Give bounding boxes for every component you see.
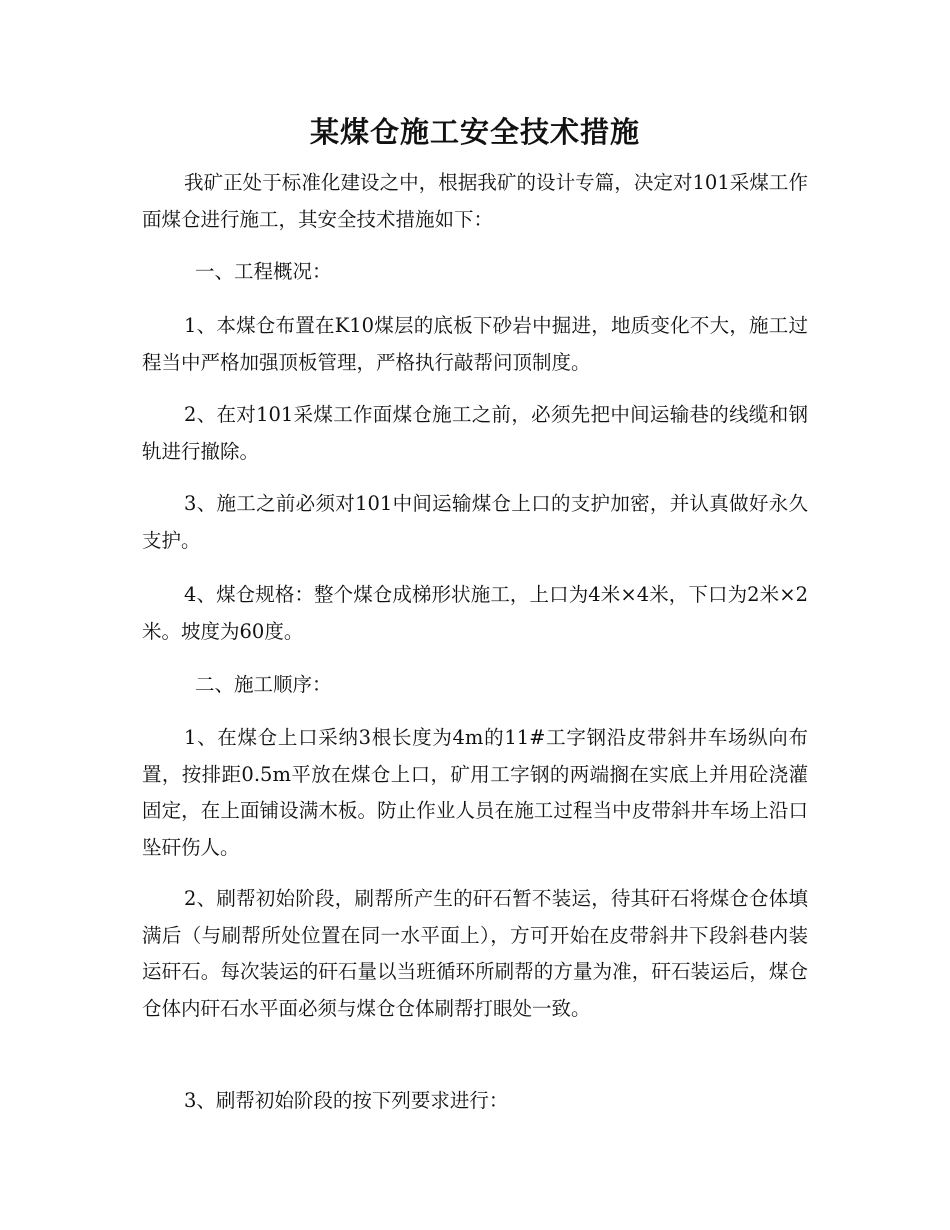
section-heading-sequence: 二、施工顺序： — [195, 673, 332, 696]
overview-item-2: 2、在对101采煤工作面煤仓施工之前，必须先把中间运输巷的线缆和钢轨进行撤除。 — [142, 403, 808, 463]
section-heading-overview: 一、工程概况： — [195, 260, 332, 283]
intro-paragraph: 我矿正处于标准化建设之中，根据我矿的设计专篇，决定对101采煤工作面煤仓进行施工，其安全技术措施如下： — [142, 171, 808, 231]
overview-item-1: 1、本煤仓布置在K10煤层的底板下砂岩中掘进，地质变化不大，施工过程当中严格加强顶板管理，严格执行敲帮问顶制度。 — [142, 314, 808, 374]
overview-item-3: 3、施工之前必须对101中间运输煤仓上口的支护加密，并认真做好永久支护。 — [142, 492, 808, 552]
sequence-item-2: 2、刷帮初始阶段，刷帮所产生的矸石暂不装运，待其矸石将煤仓仓体填满后（与刷帮所处位置在同一水平面上），方可开始在皮带斜井下段斜巷内装运矸石。每次装运的矸石量以当班循环所刷帮的方量为准，矸石装运后，煤仓仓体内矸石水平面必须与煤仓仓体刷帮打眼处一致。 — [142, 887, 808, 1020]
sequence-item-1: 1、在煤仓上口采纳3根长度为4m的11#工字钢沿皮带斜井车场纵向布置，按排距0.5m平放在煤仓上口，矿用工字钢的两端搁在实底上并用砼浇灌固定，在上面铺设满木板。防止作业人员在施工过程当中皮带斜井车场上沿口坠矸伤人。 — [142, 726, 808, 859]
sequence-item-3: 3、刷帮初始阶段的按下列要求进行： — [184, 1089, 509, 1112]
document-title: 某煤仓施工安全技术措施 — [309, 115, 640, 149]
overview-item-4: 4、煤仓规格：整个煤仓成梯形状施工，上口为4米×4米，下口为2米×2米。坡度为60度。 — [142, 583, 808, 643]
